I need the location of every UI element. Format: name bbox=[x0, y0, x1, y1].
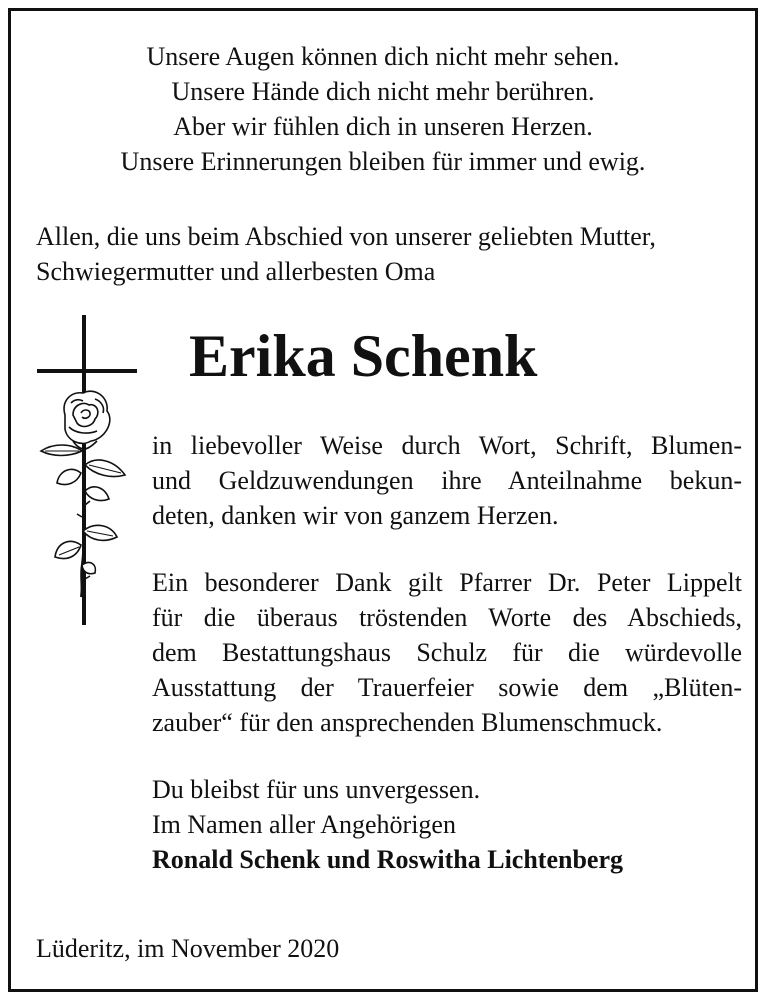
paragraph1-line: in liebevoller Weise durch Wort, Schrift, Blumen- bbox=[152, 431, 742, 460]
poem-line: Unsere Augen können dich nicht mehr sehen. bbox=[146, 42, 620, 71]
poem-line: Aber wir fühlen dich in unseren Herzen. bbox=[173, 112, 593, 141]
closing-line: Im Namen aller Angehörigen bbox=[152, 810, 456, 839]
paragraph2-line: Ausstattung der Trauerfeier sowie dem „Blüten- bbox=[152, 673, 742, 702]
poem bbox=[11, 39, 755, 179]
signatories: Ronald Schenk und Roswitha Lichtenberg bbox=[152, 845, 623, 874]
paragraph1-line: und Geldzuwendungen ihre Anteilnahme bekun- bbox=[152, 466, 742, 495]
place-date: Lüderitz, im November 2020 bbox=[36, 934, 340, 963]
paragraph2-line: dem Bestattungshaus Schulz für die würdevolle bbox=[152, 638, 742, 667]
cross-with-rose-icon bbox=[35, 315, 139, 625]
body-text bbox=[152, 428, 742, 877]
rose-icon bbox=[41, 391, 125, 597]
paragraph2-line: Ein besonderer Dank gilt Pfarrer Dr. Peter Lippelt bbox=[152, 568, 742, 597]
poem-line: Unsere Erinnerungen bleiben für immer und ewig. bbox=[120, 147, 646, 176]
paragraph-gap bbox=[152, 740, 742, 772]
intro-text bbox=[36, 219, 736, 289]
intro-line: Schwiegermutter und allerbesten Oma bbox=[36, 257, 436, 286]
paragraph2-line: für die überaus tröstenden Worte des Abschieds, bbox=[152, 603, 742, 632]
intro-line: Allen, die uns beim Abschied von unserer geliebten Mutter, bbox=[36, 222, 656, 251]
paragraph2-line: zauber“ für den ansprechenden Blumenschmuck. bbox=[152, 708, 663, 737]
poem-line: Unsere Hände dich nicht mehr berühren. bbox=[171, 77, 595, 106]
paragraph1-line: deten, danken wir von ganzem Herzen. bbox=[152, 501, 559, 530]
closing-line: Du bleibst für uns unvergessen. bbox=[152, 775, 481, 804]
paragraph-gap bbox=[152, 533, 742, 565]
deceased-name: Erika Schenk bbox=[189, 323, 538, 389]
obituary-notice bbox=[8, 8, 758, 992]
